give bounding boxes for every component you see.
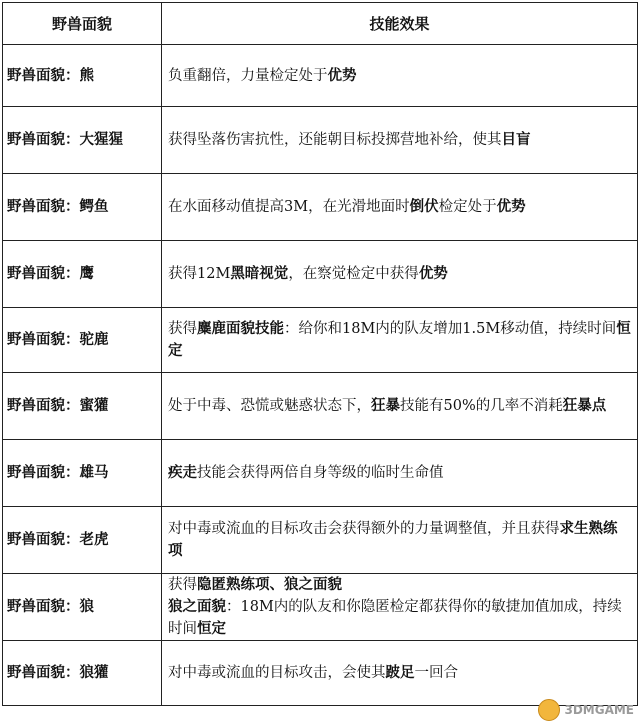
effect-keyword: 求生熟练项	[168, 520, 618, 559]
skill-effect	[162, 241, 638, 308]
watermark-text: 3DMGAME	[564, 703, 634, 717]
effect-text: 技能有50%的几率不消耗	[400, 398, 563, 414]
skill-effect	[162, 373, 638, 440]
beast-form-name: 野兽面貌：狼獾	[3, 641, 162, 706]
table-row	[3, 174, 638, 241]
beast-form-name: 野兽面貌：驼鹿	[3, 308, 162, 373]
effect-text: 获得坠落伤害抗性，还能朝目标投掷营地补给，使其	[168, 132, 502, 148]
effect-text: ：18M内的队友和你隐匿检定都获得你的敏捷加值加成，持续时间	[168, 599, 622, 637]
table-row	[3, 574, 638, 641]
table-row	[3, 440, 638, 507]
effect-keyword: 跛足	[385, 664, 415, 681]
beast-form-name: 野兽面貌：鳄鱼	[3, 174, 162, 241]
skill-effect	[162, 45, 638, 107]
effect-keyword: 疾走	[168, 464, 197, 481]
effect-keyword: 黑暗视觉	[230, 265, 289, 282]
table-row	[3, 241, 638, 308]
table-row	[3, 373, 638, 440]
skill-effect	[162, 440, 638, 507]
effect-keyword: 优势	[327, 66, 357, 84]
table-row	[3, 507, 638, 574]
watermark	[538, 699, 634, 721]
effect-keyword: 狼之面貌	[168, 598, 226, 615]
effect-text: ：给你和18M内的队友增加1.5M移动值，持续时间	[284, 321, 617, 337]
beast-form-name: 野兽面貌：狼	[3, 574, 162, 641]
effect-text: 获得12M	[168, 266, 231, 282]
header-beast-form: 野兽面貌	[3, 3, 162, 45]
effect-text: 对中毒或流血的目标攻击，会使其	[168, 665, 386, 681]
beast-form-name: 野兽面貌：鹰	[3, 241, 162, 308]
beast-form-name: 野兽面貌：熊	[3, 45, 162, 107]
watermark-logo-icon	[538, 699, 560, 721]
effect-text: 技能会获得两倍自身等级的临时生命值	[197, 465, 444, 481]
effect-keyword: 倒伏	[409, 198, 439, 215]
effect-keyword: 恒定	[197, 620, 226, 637]
effect-keyword: 狂暴点	[562, 397, 607, 414]
beast-form-name: 野兽面貌：大猩猩	[3, 107, 162, 174]
effect-keyword: 麋鹿面貌技能	[197, 320, 284, 337]
beast-form-name: 野兽面貌：雄马	[3, 440, 162, 507]
skill-effect	[162, 574, 638, 641]
effect-text: 在水面移动值提高3M，在光滑地面时	[168, 199, 410, 215]
table-header-row	[3, 3, 638, 45]
effect-keyword: 恒定	[168, 320, 631, 359]
effect-text: ，在察觉检定中获得	[288, 266, 419, 282]
effect-text: 处于中毒、恐慌或魅惑状态下，	[168, 398, 371, 414]
skill-effect	[162, 308, 638, 373]
skill-effect	[162, 507, 638, 574]
effect-text: 检定处于	[438, 199, 497, 215]
effect-text: 获得	[168, 321, 197, 337]
effect-text: 一回合	[414, 665, 458, 681]
effect-text: 获得	[168, 577, 197, 593]
effect-keyword: 隐匿熟练项、狼之面貌	[197, 576, 342, 593]
table-row	[3, 107, 638, 174]
effect-keyword: 优势	[418, 265, 448, 282]
table-row	[3, 308, 638, 373]
effect-text: 负重翻倍，力量检定处于	[168, 67, 328, 84]
header-skill-effect: 技能效果	[162, 3, 638, 45]
effect-keyword: 目盲	[501, 131, 531, 148]
beast-form-name: 野兽面貌：蜜獾	[3, 373, 162, 440]
beast-form-name: 野兽面貌：老虎	[3, 507, 162, 574]
table-row	[3, 641, 638, 706]
table-row	[3, 45, 638, 107]
effect-keyword: 优势	[496, 198, 526, 215]
skill-effect	[162, 107, 638, 174]
effect-text: 对中毒或流血的目标攻击会获得额外的力量调整值，并且获得	[168, 521, 560, 537]
effect-keyword: 狂暴	[371, 397, 400, 414]
skill-effect	[162, 641, 638, 706]
skill-effect	[162, 174, 638, 241]
skill-table	[2, 2, 638, 706]
